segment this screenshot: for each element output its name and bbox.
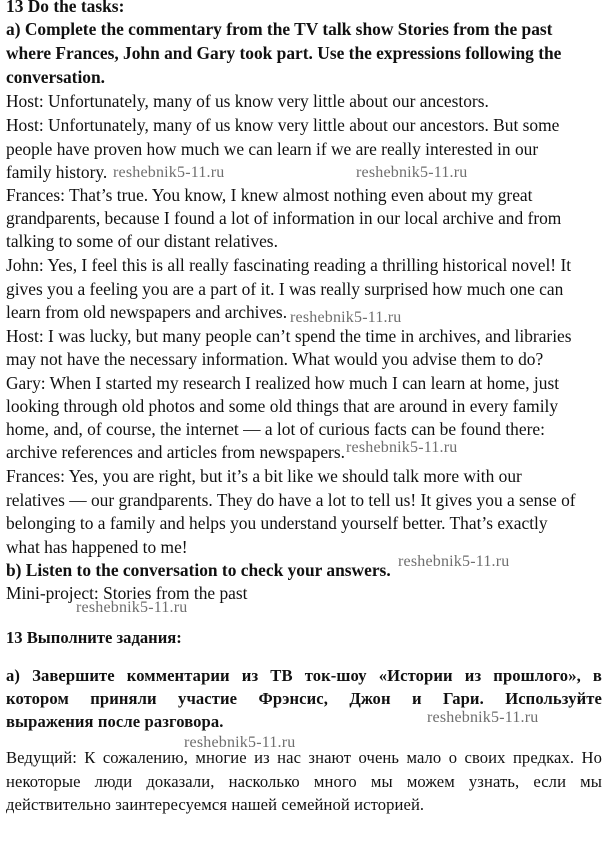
ru-task-a-line-3: выражения после разговора. <box>6 712 224 731</box>
en-task-a-line-2: where Frances, John and Gary took part. Use the expressions following the <box>6 43 562 63</box>
en-task-b: b) Listen to the conversation to check your answers. <box>6 560 391 580</box>
dialogue-line: Host: I was lucky, but many people can’t spend the time in archives, and libraries <box>6 326 572 346</box>
ru-task-a-line-2: котором приняли участие Фрэнсис, Джон и Гари. Используйте <box>6 689 602 708</box>
dialogue-line: gives you a feeling you are a part of it. I was really surprised how much one can <box>6 279 564 299</box>
watermark: reshebnik5-11.ru <box>398 553 510 570</box>
dialogue-line: grandparents, because I found a lot of information in our local archive and from <box>6 208 562 228</box>
ru-task-a-line-1: а) Завершите комментарии из ТВ ток-шоу «Истории из прошлого», в <box>6 666 602 685</box>
en-task-a-line-3: conversation. <box>6 67 106 87</box>
watermark: reshebnik5-11.ru <box>76 599 188 616</box>
dialogue-line: relatives — our grandparents. They do have a lot to tell us! It gives you a sense of <box>6 490 576 510</box>
dialogue-line: Host: Unfortunately, many of us know very little about our ancestors. <box>6 91 489 111</box>
dialogue-line: people have proven how much we can learn if we are really interested in our <box>6 139 539 159</box>
ru-dialogue-line: некоторые люди доказали, насколько много мы можем узнать, если мы <box>6 772 602 791</box>
ru-dialogue-line: Ведущий: К сожалению, многие из нас знают очень мало о своих предках. Но <box>6 748 602 767</box>
ru-dialogue-line: действительно заинтересуемся нашей семейной историей. <box>6 795 425 814</box>
dialogue-line: talking to some of our distant relatives. <box>6 231 278 251</box>
dialogue-line: home, and, of course, the internet — a lot of curious facts can be found there: <box>6 419 545 439</box>
dialogue-line: looking through old photos and some old things that are around in every family <box>6 396 559 416</box>
watermark: reshebnik5-11.ru <box>290 309 402 326</box>
dialogue-line: Frances: That’s true. You know, I knew almost nothing even about my great <box>6 185 533 205</box>
watermark: reshebnik5-11.ru <box>346 439 458 456</box>
watermark: reshebnik5-11.ru <box>184 734 296 751</box>
dialogue-line: family history. <box>6 162 108 182</box>
watermark: reshebnik5-11.ru <box>356 164 468 181</box>
dialogue-line: archive references and articles from newspapers. <box>6 442 345 462</box>
dialogue-line: Host: Unfortunately, many of us know very little about our ancestors. But some <box>6 115 560 135</box>
dialogue-line: John: Yes, I feel this is all really fascinating reading a thrilling historical novel! It <box>6 255 572 275</box>
mini-project: Mini-project: Stories from the past <box>6 583 248 603</box>
en-task-a-line-1: a) Complete the commentary from the TV talk show Stories from the past <box>6 19 553 39</box>
en-heading: 13 Do the tasks: <box>6 0 125 16</box>
dialogue-line: may not have the necessary information. What would you advise them to do? <box>6 349 544 369</box>
ru-heading: 13 Выполните задания: <box>6 628 182 647</box>
dialogue-line: Frances: Yes, you are right, but it’s a bit like we should talk more with our <box>6 466 522 486</box>
dialogue-line: Gary: When I started my research I realized how much I can learn at home, just <box>6 373 560 393</box>
dialogue-line: what has happened to me! <box>6 537 188 557</box>
watermark: reshebnik5-11.ru <box>113 164 225 181</box>
watermark: reshebnik5-11.ru <box>427 709 539 726</box>
dialogue-line: belonging to a family and helps you understand yourself better. That’s exactly <box>6 513 548 533</box>
dialogue-line: learn from old newspapers and archives. <box>6 302 288 322</box>
